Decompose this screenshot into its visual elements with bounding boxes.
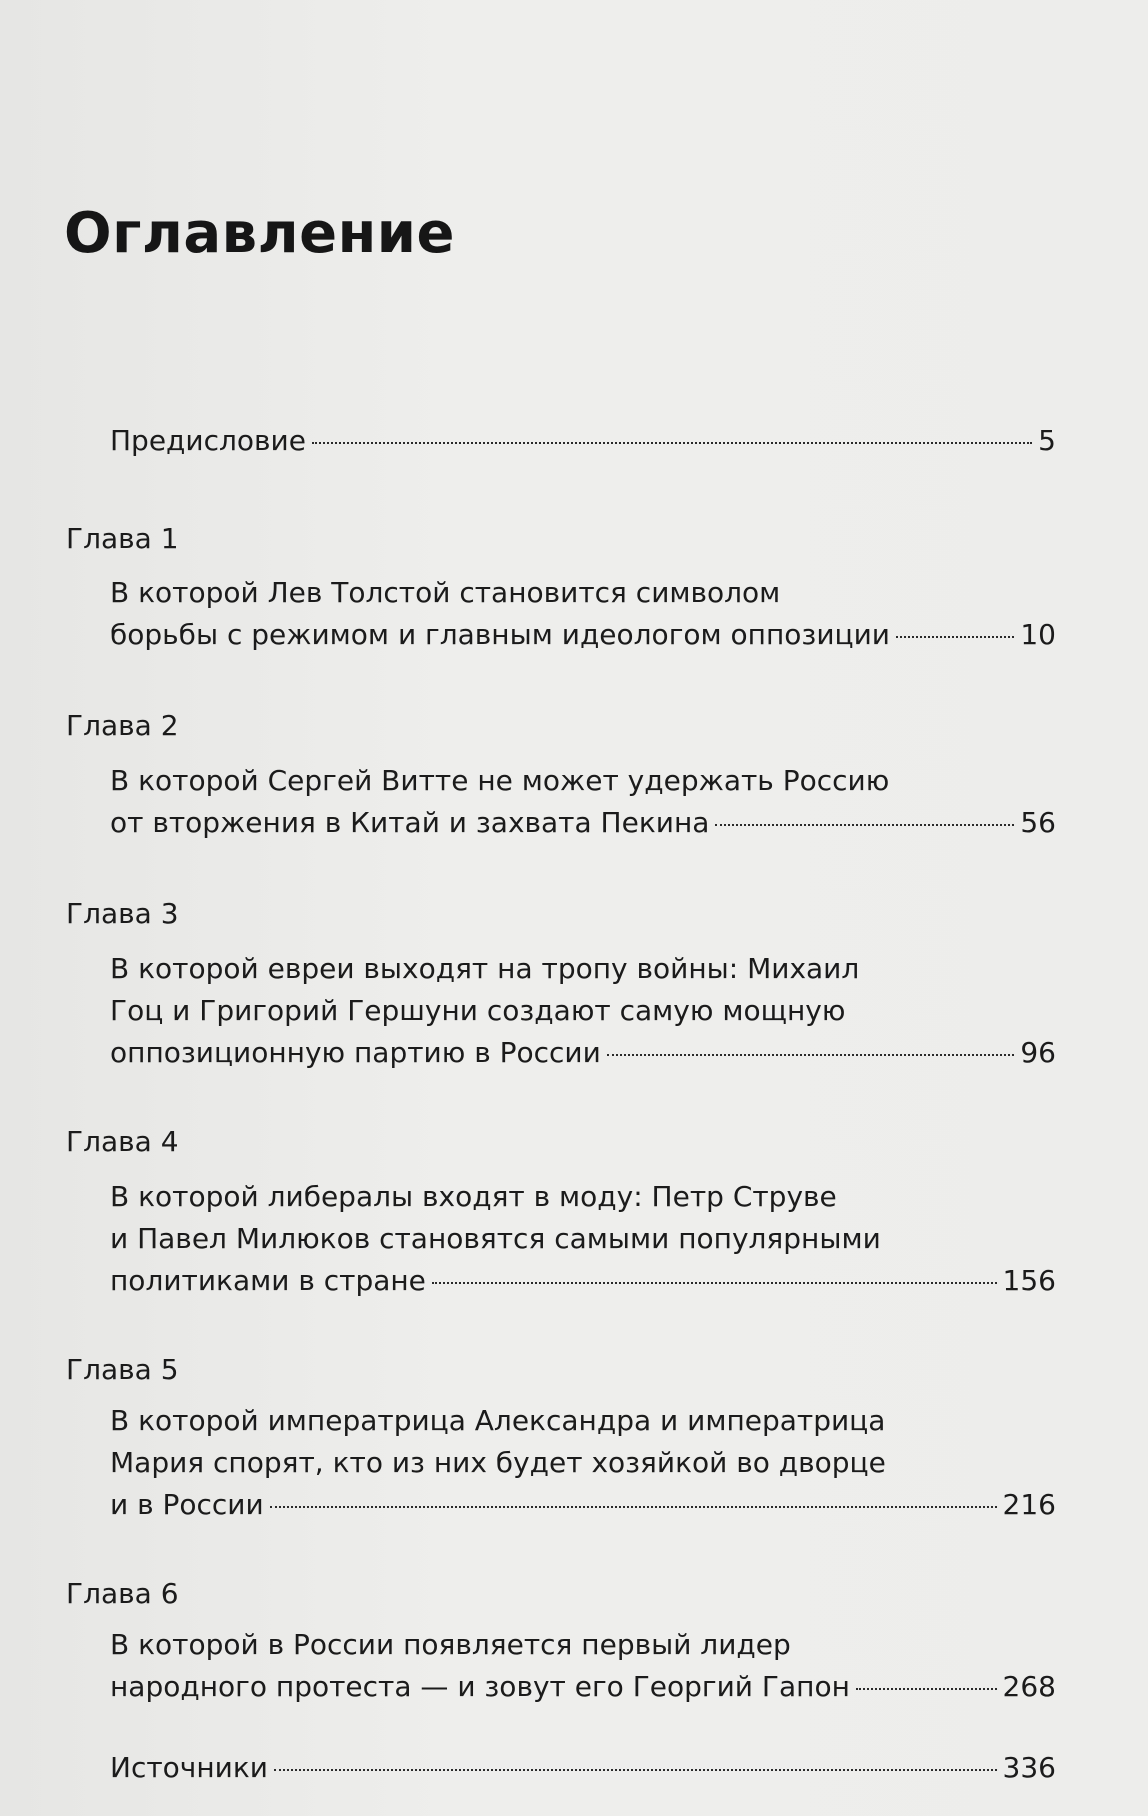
toc-entry-chapter-6[interactable]	[110, 1624, 1056, 1708]
chapter-label-6: Глава 6	[66, 1577, 179, 1610]
toc-page-number: 156	[1002, 1264, 1056, 1297]
chapter-label-3: Глава 3	[66, 897, 179, 930]
toc-entry-line: народного протеста — и зовут его Георгий Гапон	[110, 1670, 850, 1703]
toc-page-number: 56	[1020, 806, 1056, 839]
dot-leader	[607, 1054, 1015, 1056]
chapter-label-2: Глава 2	[66, 709, 179, 742]
toc-entry-line: и Павел Милюков становятся самыми популярными	[110, 1222, 881, 1255]
toc-entry-line: борьбы с режимом и главным идеологом оппозиции	[110, 618, 890, 651]
dot-leader	[274, 1769, 997, 1771]
toc-page-number: 216	[1002, 1488, 1056, 1521]
toc-entry-line: В которой Сергей Витте не может удержать Россию	[110, 764, 890, 797]
toc-entry-sources[interactable]	[110, 1747, 1056, 1789]
toc-entry-line: В которой евреи выходят на тропу войны: Михаил	[110, 952, 860, 985]
dot-leader	[896, 636, 1014, 638]
toc-entry-chapter-3[interactable]	[110, 948, 1056, 1074]
toc-entry-chapter-1[interactable]	[110, 572, 1056, 656]
chapter-label-5: Глава 5	[66, 1353, 179, 1386]
toc-entry-line: В которой Лев Толстой становится символом	[110, 576, 781, 609]
toc-page-number: 96	[1020, 1036, 1056, 1069]
toc-entry-line: Гоц и Григорий Гершуни создают самую мощную	[110, 994, 846, 1027]
toc-entry-label: Источники	[110, 1751, 268, 1784]
toc-entry-preface[interactable]	[110, 420, 1056, 462]
dot-leader	[432, 1282, 997, 1284]
toc-entry-chapter-4[interactable]	[110, 1176, 1056, 1302]
toc-entry-line: Мария спорят, кто из них будет хозяйкой во дворце	[110, 1446, 886, 1479]
dot-leader	[312, 442, 1032, 444]
toc-page-number: 336	[1002, 1751, 1056, 1784]
toc-entry-chapter-2[interactable]	[110, 760, 1056, 844]
toc-page-number: 10	[1020, 618, 1056, 651]
page-title: Оглавление	[64, 201, 456, 266]
dot-leader	[715, 824, 1014, 826]
dot-leader	[270, 1506, 997, 1508]
chapter-label-4: Глава 4	[66, 1125, 179, 1158]
toc-entry-line: от вторжения в Китай и захвата Пекина	[110, 806, 710, 839]
toc-entry-chapter-5[interactable]	[110, 1400, 1056, 1526]
toc-entry-line: и в России	[110, 1488, 264, 1521]
toc-page-number: 5	[1038, 424, 1056, 457]
toc-entry-line: политиками в стране	[110, 1264, 426, 1297]
toc-entry-line: В которой императрица Александра и императрица	[110, 1404, 886, 1437]
toc-page-number: 268	[1002, 1670, 1056, 1703]
toc-entry-line: В которой в России появляется первый лидер	[110, 1628, 791, 1661]
dot-leader	[856, 1688, 997, 1690]
chapter-label-1: Глава 1	[66, 522, 179, 555]
toc-entry-label: Предисловие	[110, 424, 306, 457]
toc-entry-line: В которой либералы входят в моду: Петр Струве	[110, 1180, 837, 1213]
toc-entry-line: оппозиционную партию в России	[110, 1036, 601, 1069]
